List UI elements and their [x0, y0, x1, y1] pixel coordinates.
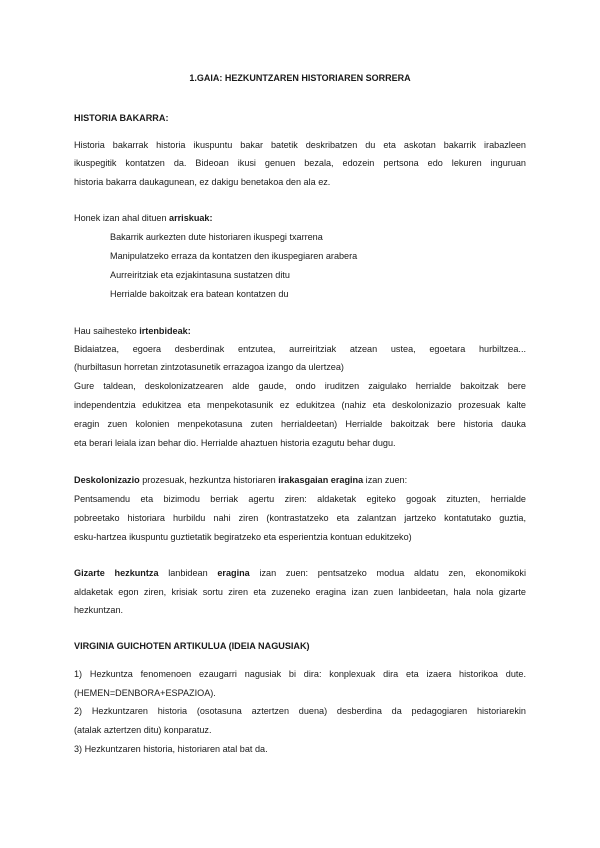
inline-text: lanbidean: [158, 568, 218, 578]
numbered-item-line: 1) Hezkuntza fenomenoen ezaugarri nagusiak bi dira: konplexuak dira eta izaera historikoa dute.: [74, 669, 526, 679]
paragraph-line: esku-hartzea ikuspuntu guztietatik begiratzeko eta esperientzia kontuan edukitzeko): [74, 532, 412, 542]
intro-text: izan zuen:: [363, 475, 408, 485]
risks-intro: [74, 212, 526, 224]
paragraph-line: eta berari leiala izan behar dio. Herrialde ahaztuen historia ezagutu behar dugu.: [74, 438, 396, 448]
paragraph-line: hezkuntzan.: [74, 605, 124, 615]
solutions-intro-text: Hau saihesteko: [74, 326, 140, 336]
solutions-intro-bold: irtenbideak:: [139, 326, 191, 336]
solutions-intro: [74, 325, 526, 337]
paragraph-line: ikuspegitik kontatzen da. Bideoan ikusi genuen bezala, edozein pertsona edo lekuren inguruan: [74, 158, 526, 168]
section-heading-virginia-guichot: VIRGINIA GUICHOTEN ARTIKULUA (IDEIA NAGUSIAK): [74, 641, 310, 651]
list-item: Aurreiritziak eta ezjakintasuna sustatzen ditu: [110, 270, 290, 280]
paragraph-line: (hurbiltasun horretan zintzotasunetik errazagoa izango da ulertzea): [74, 362, 344, 372]
paragraph-line: independentzia edukitzea eta menpekotasunik ez edukitzea (nahiz eta deskolonizazio prozesuak kalte: [74, 400, 526, 410]
intro-bold: irakasgaian eragina: [278, 475, 364, 485]
page-title: 1.GAIA: HEZKUNTZAREN HISTORIAREN SORRERA: [189, 73, 411, 83]
paragraph-line: eragin zuen kolonien menpekotasuna zuten herrialdeetan) Herrialde bakoitzak bere historia dauka: [74, 419, 526, 429]
paragraph-line: Gure taldean, deskolonizatzearen alde gaude, ondo iruditzen zaigulako herrialde bakoitzak bere: [74, 381, 526, 391]
list-item: Bakarrik aurkezten dute historiaren ikuspegi txarrena: [110, 232, 323, 242]
paragraph-line: pobreetako historiara hurbildu nahi ziren (kontrastatzeko eta zalantzan jartzeko kontatutako guztia,: [74, 513, 526, 523]
inline-bold: Gizarte hezkuntza: [74, 568, 159, 578]
risks-intro-text: Honek izan ahal dituen: [74, 213, 170, 223]
list-item: Manipulatzeko erraza da kontatzen den ikuspegiaren arabera: [110, 251, 358, 261]
inline-text: izan zuen: pentsatzeko modua aldatu zen, ekonomikoki: [249, 568, 526, 578]
list-item: Herrialde bakoitzak era batean kontatzen du: [110, 289, 289, 299]
section-heading-historia-bakarra: HISTORIA BAKARRA:: [74, 113, 169, 123]
numbered-item-line: 3) Hezkuntzaren historia, historiaren atal bat da.: [74, 744, 268, 754]
risks-intro-bold: arriskuak:: [169, 213, 213, 223]
inline-bold: eragina: [217, 568, 250, 578]
paragraph-line: historia bakarra daukagunean, ez dakigu benetakoa den ala ez.: [74, 177, 331, 187]
decolonization-intro: [74, 474, 526, 486]
intro-text: prozesuak, hezkuntza historiaren: [139, 475, 279, 485]
paragraph-line: Pentsamendu eta bizimodu berriak agertu ziren: aldaketak egiteko gogoak zituzten, herrialde: [74, 494, 526, 504]
intro-bold: Deskolonizazio: [74, 475, 140, 485]
paragraph-line: aldaketak egon ziren, krisiak sortu ziren eta zuzeneko eragina izan zuen lanbideetan, hala nola gizarte: [74, 587, 526, 597]
paragraph-line: Bidaiatzea, egoera desberdinak entzutea, aurreiritziak atzean ustea, egoetara hurbiltzea...: [74, 344, 526, 354]
numbered-item-line: 2) Hezkuntzaren historia (osotasuna aztertzen duena) desberdina da pedagogiaren historiarekin: [74, 706, 526, 716]
paragraph-line: Historia bakarrak historia ikuspuntu bakar batetik deskribatzen du eta askotan bakarrik irabazleen: [74, 140, 526, 150]
social-education-line: [74, 567, 526, 579]
numbered-item-line: (HEMEN=DENBORA+ESPAZIOA).: [74, 688, 216, 698]
numbered-item-line: (atalak aztertzen ditu) konparatuz.: [74, 725, 212, 735]
